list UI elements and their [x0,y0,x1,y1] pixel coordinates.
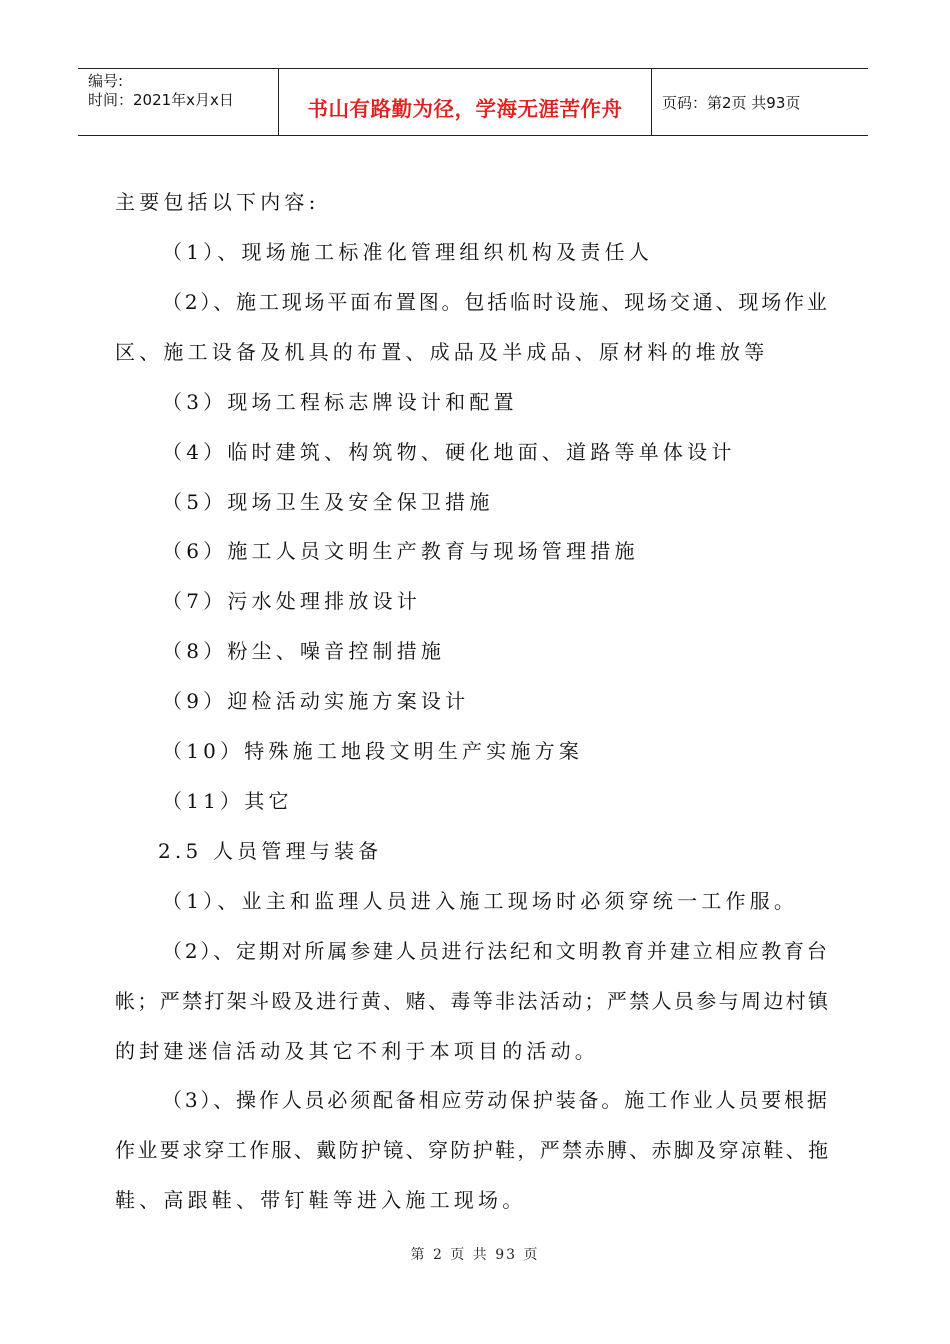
document-number-label: 编号: [88,72,124,90]
body-list-item: （2）、定期对所属参建人员进行法纪和文明教育并建立相应教育台 [162,939,830,963]
body-paragraph-line: 作业要求穿工作服、戴防护镜、穿防护鞋，严禁赤膊、赤脚及穿凉鞋、拖 [115,1138,831,1162]
body-list-item: （7）污水处理排放设计 [162,589,421,613]
body-list-item: （3）现场工程标志牌设计和配置 [162,390,518,414]
body-paragraph-line: 区、施工设备及机具的布置、成品及半成品、原材料的堆放等 [115,340,769,364]
body-list-item: （10）特殊施工地段文明生产实施方案 [162,739,584,763]
page-footer: 第 2 页 共 93 页 [410,1247,540,1263]
body-paragraph-line: 主要包括以下内容: [115,190,320,214]
header-meta-cell [78,69,279,135]
body-paragraph-line: 的封建迷信活动及其它不利于本项目的活动。 [115,1039,599,1063]
body-paragraph-line: 帐；严禁打架斗殴及进行黄、赌、毒等非法活动；严禁人员参与周边村镇 [115,989,831,1013]
body-list-item: （1）、现场施工标准化管理组织机构及责任人 [162,240,653,264]
header-motto-cell [279,69,652,135]
body-paragraph-line: 鞋、高跟鞋、带钉鞋等进入施工现场。 [115,1188,527,1212]
body-list-item: （9）迎检活动实施方案设计 [162,689,470,713]
document-header [78,68,868,136]
body-list-item: （2）、施工现场平面布置图。包括临时设施、现场交通、现场作业 [162,290,830,314]
document-date: 时间：2021年x月x日 [88,91,234,109]
body-list-item: （1）、业主和监理人员进入施工现场时必须穿统一工作服。 [162,889,799,913]
body-list-item: （11）其它 [162,789,293,813]
body-list-item: （6）施工人员文明生产教育与现场管理措施 [162,539,639,563]
body-list-item: （3）、操作人员必须配备相应劳动保护装备。施工作业人员要根据 [162,1088,830,1112]
header-page-info: 页码：第2页 共93页 [662,94,801,112]
body-list-item: （4）临时建筑、构筑物、硬化地面、道路等单体设计 [162,440,736,464]
section-heading: 2.5 人员管理与装备 [158,839,383,863]
header-page-cell [652,69,868,135]
body-list-item: （5）现场卫生及安全保卫措施 [162,490,494,514]
header-motto: 书山有路勤为径，学海无涯苦作舟 [307,97,623,121]
body-list-item: （8）粉尘、噪音控制措施 [162,639,446,663]
